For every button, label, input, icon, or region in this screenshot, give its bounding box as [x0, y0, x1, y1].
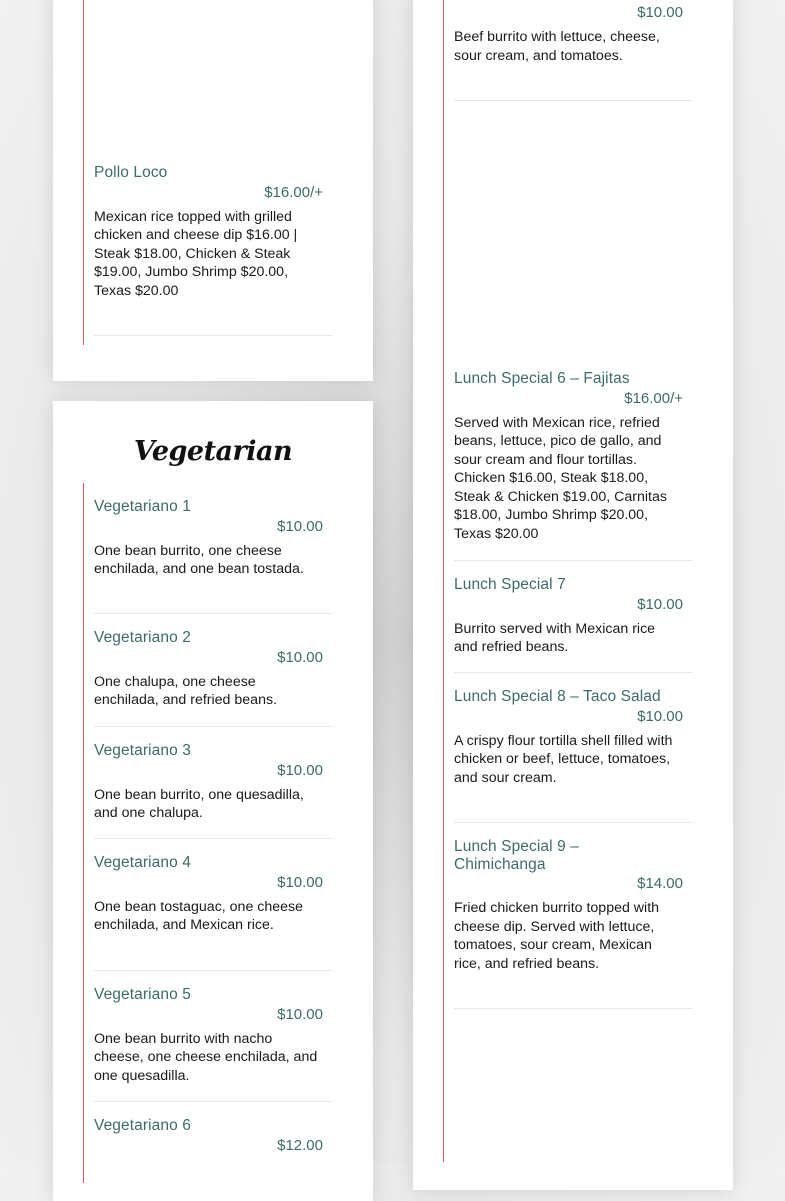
section-title: Vegetarian: [133, 436, 293, 467]
item-separator: [454, 822, 693, 823]
menu-item-description: Beef burrito with lettuce, cheese, sour cream, and tomatoes.: [454, 29, 660, 64]
menu-item-description: Fried chicken burrito topped with cheese dip. Served with lettuce, tomatoes, sour cream, Mexican rice, and refried beans.: [454, 900, 660, 972]
menu-item: [94, 164, 333, 300]
card-accent-line: [83, 0, 84, 345]
menu-item-name: Lunch Special 8 – Taco Salad: [454, 688, 661, 705]
item-separator: [454, 1008, 693, 1009]
menu-item-name: Vegetariano 2: [94, 629, 191, 646]
menu-item-price: $10.00: [277, 873, 323, 891]
item-separator: [94, 335, 333, 336]
menu-item-price: $10.00: [637, 4, 683, 21]
menu-item: [454, 838, 693, 973]
menu-item: [454, 576, 693, 657]
item-separator: [94, 613, 333, 614]
item-separator: [454, 560, 693, 561]
menu-item-description: One bean burrito with nacho cheese, one cheese enchilada, and one quesadilla.: [94, 1030, 318, 1084]
menu-item-name: Lunch Special 9 – Chimichanga: [454, 838, 579, 873]
menu-item-price: $10.00: [637, 595, 683, 613]
menu-item-name: Vegetariano 6: [94, 1117, 191, 1134]
card-accent-line: [83, 483, 84, 1183]
menu-item: [454, 370, 693, 544]
menu-item-description: One bean tostaguac, one cheese enchilada, and Mexican rice.: [94, 898, 304, 934]
item-separator: [94, 726, 333, 727]
menu-item-name: Lunch Special 7: [454, 576, 566, 593]
menu-item-description: One chalupa, one cheese enchilada, and refried beans.: [94, 673, 277, 709]
menu-item-name: Vegetariano 1: [94, 498, 191, 515]
menu-item: [454, 688, 693, 787]
menu-item-price: $10.00: [277, 517, 323, 535]
menu-item-name: Vegetariano 5: [94, 986, 191, 1003]
menu-item-name: Pollo Loco: [94, 164, 168, 181]
menu-item-description: One bean burrito, one cheese enchilada, and one bean tostada.: [94, 542, 304, 578]
menu-item-price: $10.00: [277, 1005, 323, 1023]
menu-item-name: Vegetariano 3: [94, 742, 191, 759]
item-separator: [94, 838, 333, 839]
menu-item: [454, 2, 693, 65]
menu-item-price: $10.00: [277, 648, 323, 666]
item-separator: [94, 970, 333, 971]
item-separator: [454, 100, 693, 101]
menu-item: [94, 498, 333, 579]
menu-item-description: A crispy flour tortilla shell filled with chicken or beef, lettuce, tomatoes, and sour cream.: [454, 732, 673, 786]
item-separator: [454, 672, 693, 673]
menu-item: [94, 742, 333, 823]
menu-item-price: $12.00: [277, 1136, 323, 1154]
menu-item-price: $16.00/+: [264, 183, 323, 201]
menu-item-name: Vegetariano 4: [94, 854, 191, 871]
item-separator: [94, 1101, 333, 1102]
menu-item-price: $16.00/+: [624, 389, 683, 407]
card-accent-line: [443, 0, 444, 1162]
menu-item-price: $10.00: [277, 761, 323, 779]
menu-item: [94, 629, 333, 710]
menu-item-name: Lunch Special 6 – Fajitas: [454, 370, 630, 387]
menu-item-description: Served with Mexican rice, refried beans, lettuce, pico de gallo, and sour cream and flour tortillas. Chicken $16.00, Steak $18.00, Steak & Chicken $19.00, Carnitas $18.00, Jumbo Shrimp $20.00, Texas $20.00: [454, 414, 667, 543]
menu-item-description: Mexican rice topped with grilled chicken and cheese dip $16.00 | Steak $18.00, Chicken & Steak $19.00, Jumbo Shrimp $20.00, Texas $20.00: [94, 208, 298, 299]
menu-item: [94, 854, 333, 935]
menu-item: [94, 1117, 333, 1154]
menu-item: [94, 986, 333, 1085]
menu-item-price: $14.00: [637, 875, 683, 892]
menu-item-description: Burrito served with Mexican rice and refried beans.: [454, 620, 656, 656]
menu-item-price: $10.00: [637, 707, 683, 725]
menu-item-description: One bean burrito, one quesadilla, and one chalupa.: [94, 786, 304, 822]
